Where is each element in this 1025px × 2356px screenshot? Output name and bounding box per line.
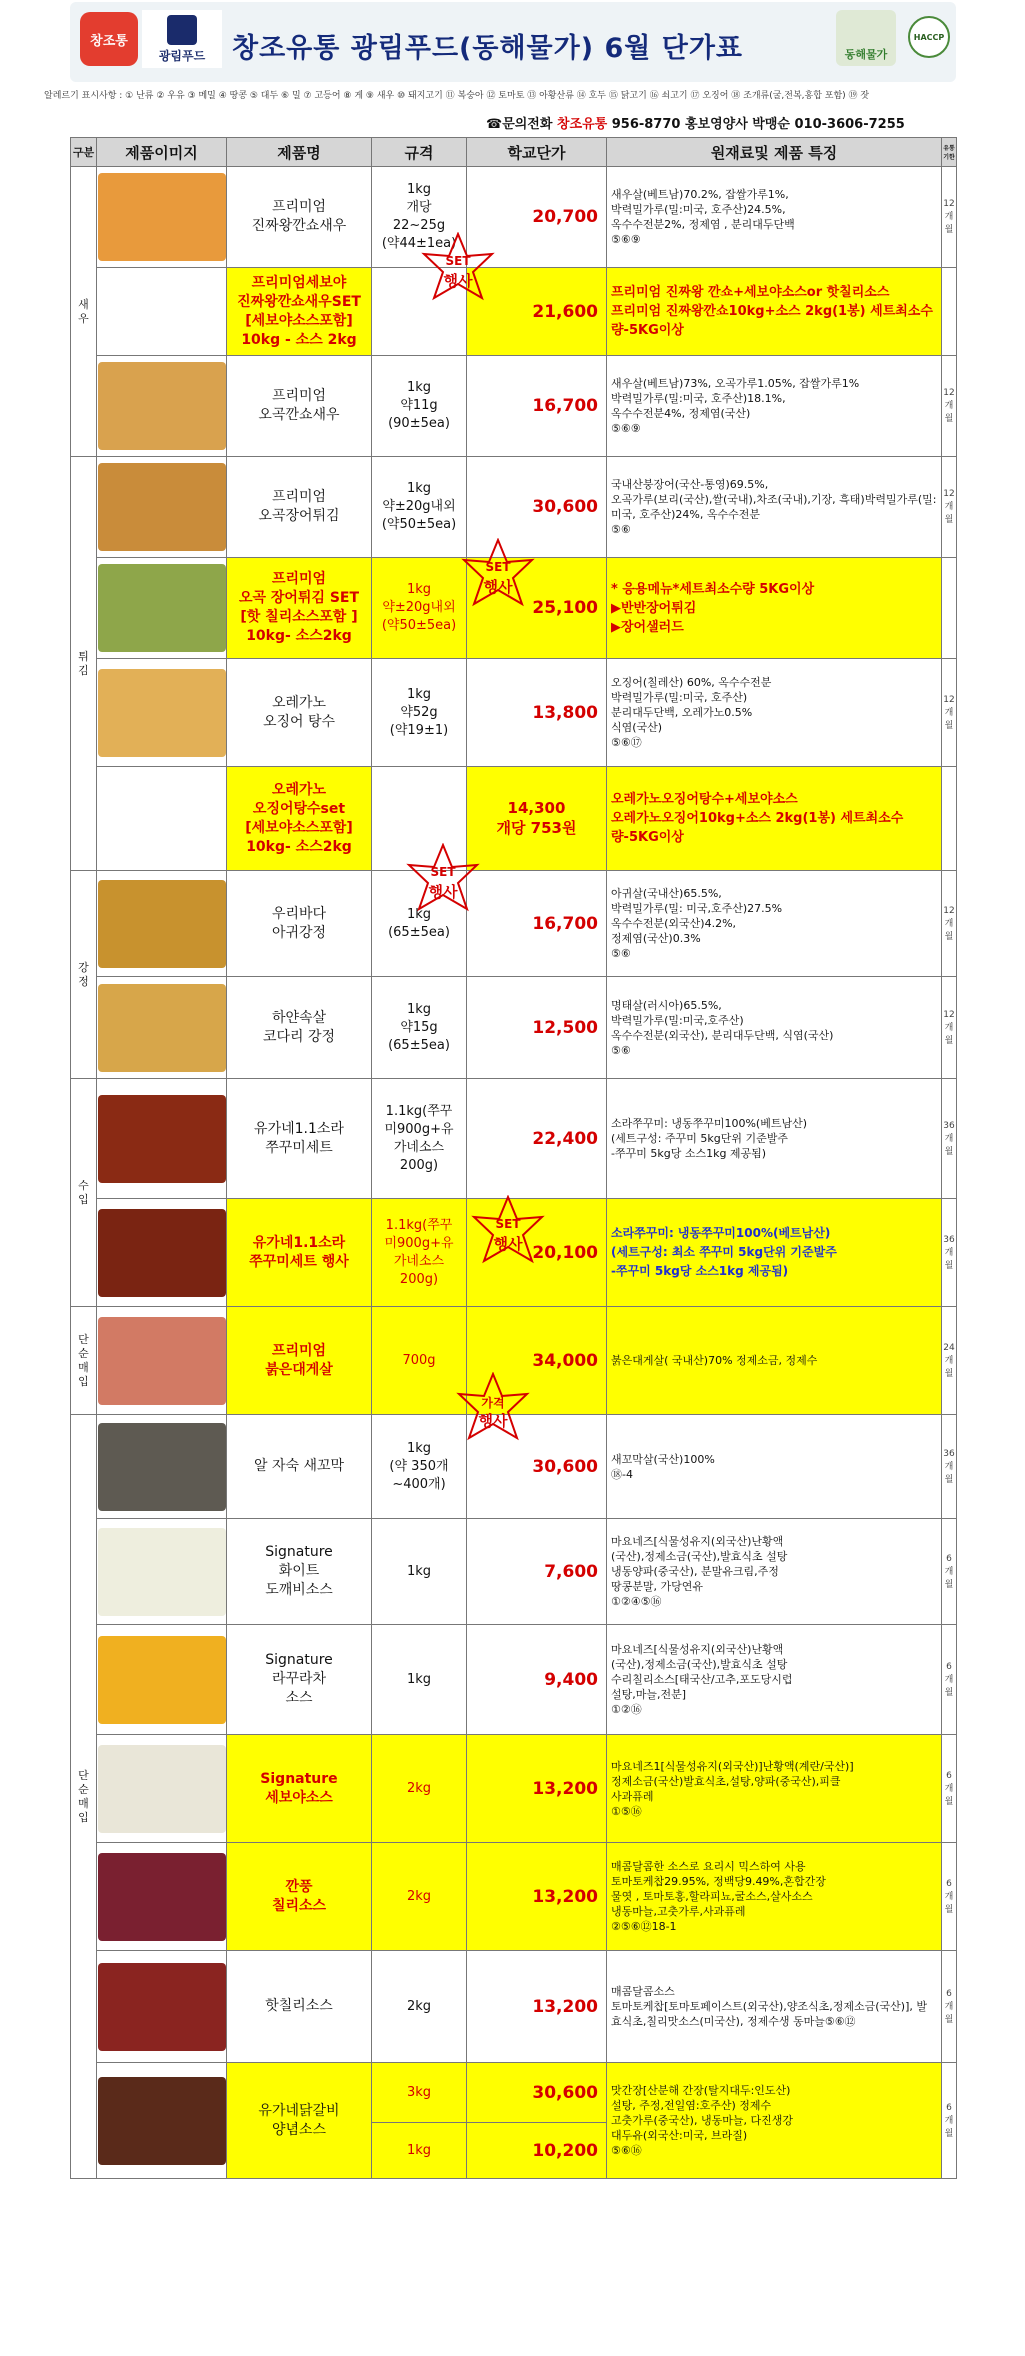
image-cell	[97, 2063, 227, 2179]
product-name: 프리미엄 진짜왕깐쇼새우	[227, 167, 372, 268]
product-desc: 마요네즈[식물성유지(외국산)난황액 (국산),정제소금(국산),발효식초 설탕 냉동양파(중국산), 분말유크림,주정 땅콩분말, 가당연유 ①②④⑤⑯	[607, 1519, 942, 1625]
table-row	[71, 1079, 957, 1199]
school-price: 34,000	[467, 1307, 607, 1415]
product-desc: 오레가노오징어탕수+세보야소스 오레가노오징어10kg+소스 2kg(1봉) 세트최소수량-5KG이상	[607, 767, 942, 871]
product-spec: 700g	[372, 1307, 467, 1415]
expiry-cell: 12개월	[942, 457, 957, 558]
product-image	[98, 1745, 226, 1833]
col-name: 제품명	[227, 138, 372, 167]
product-spec: 2kg	[372, 1951, 467, 2063]
product-name: Signature 화이트 도깨비소스	[227, 1519, 372, 1625]
school-price: 12,500	[467, 977, 607, 1079]
category-cell	[71, 1415, 97, 2179]
product-spec: 1kg 약±20g내외 (약50±5ea)	[372, 457, 467, 558]
product-spec: 1kg 약52g (약19±1)	[372, 659, 467, 767]
contact-numbers: 956-8770 홍보영양사 박맹순 010-3606-7255	[611, 117, 905, 132]
product-name: 깐풍 칠리소스	[227, 1843, 372, 1951]
table-row	[71, 2063, 957, 2123]
image-cell	[97, 767, 227, 871]
product-desc: 맛간장[산분해 간장(탈지대두:인도산) 설탕, 주정,전일염:호주산) 정제수 고춧가루(중국산), 냉동마늘, 다진생강 대두유(외국산:미국, 브라질) ⑤⑥⑯	[607, 2063, 942, 2179]
image-cell	[97, 1519, 227, 1625]
school-price: 20,700	[467, 167, 607, 268]
product-image	[98, 1636, 226, 1724]
school-price: 30,600	[467, 2063, 607, 2123]
product-spec: 1kg	[372, 2123, 467, 2179]
product-desc: * 응용메뉴*세트최소수량 5KG이상 ▶반반장어튀김 ▶장어샐러드	[607, 558, 942, 659]
product-spec: 2kg	[372, 1735, 467, 1843]
product-name: 프리미엄 오곡 장어튀김 SET [핫 칠리소스포함 ] 10kg- 소스2kg	[227, 558, 372, 659]
product-name: 유가네1.1소라 쭈꾸미세트	[227, 1079, 372, 1199]
expiry-cell: 12개월	[942, 659, 957, 767]
product-spec: 1kg	[372, 1519, 467, 1625]
table-row	[71, 356, 957, 457]
product-image	[98, 1963, 226, 2051]
product-spec: 1kg 개당 22~25g (약44±1ea)	[372, 167, 467, 268]
expiry-cell: 12개월	[942, 871, 957, 977]
col-desc: 원재료및 제품 특징	[607, 138, 942, 167]
contact-prefix: ☎문의전화	[486, 117, 553, 132]
table-row	[71, 1735, 957, 1843]
product-desc: 소라쭈꾸미: 냉동쭈꾸미100%(베트남산) (세트구성: 주꾸미 5kg단위 기준발주 -쭈꾸미 5kg당 소스1kg 제공됨)	[607, 1079, 942, 1199]
image-cell	[97, 167, 227, 268]
product-image	[98, 564, 226, 652]
badge-label-top: SET	[445, 254, 471, 268]
expiry-cell	[942, 767, 957, 871]
expiry-cell: 6개월	[942, 1625, 957, 1735]
product-name: 유가네닭갈비 양념소스	[227, 2063, 372, 2179]
product-image	[98, 880, 226, 968]
product-image	[98, 2077, 226, 2165]
expiry-cell: 36개월	[942, 1199, 957, 1307]
badge-label-bottom: 행사	[478, 1412, 508, 1430]
image-cell	[97, 457, 227, 558]
table-row	[71, 1199, 957, 1307]
changjo-logo	[80, 12, 138, 66]
haccp-seal	[908, 16, 950, 58]
col-image: 제품이미지	[97, 138, 227, 167]
product-name: 오레가노 오징어 탕수	[227, 659, 372, 767]
badge-label-top: SET	[495, 1217, 521, 1231]
category-label: 강정	[78, 960, 89, 988]
product-name: 알 자숙 새꼬막	[227, 1415, 372, 1519]
product-image	[98, 669, 226, 757]
product-desc: 오징어(칠레산) 60%, 옥수수전분 박력밀가루(밀:미국, 호주산) 분리대두단백, 오레가노0.5% 식염(국산) ⑤⑥⑰	[607, 659, 942, 767]
product-spec: 3kg	[372, 2063, 467, 2123]
col-expiry: 유통기한	[942, 138, 957, 167]
product-desc: 매콤달콤소스 토마토케찹[토마토페이스트(외국산),양조식초,정제소금(국산)], 발효식초,칠리맛소스(미국산), 정제수생 동마늘⑤⑥⑫	[607, 1951, 942, 2063]
table-row	[71, 1307, 957, 1415]
product-name: Signature 세보야소스	[227, 1735, 372, 1843]
product-spec: 1kg 약±20g내외 (약50±5ea)	[372, 558, 467, 659]
badge-label-top: SET	[430, 865, 456, 879]
product-name: 프리미엄 오곡장어튀김	[227, 457, 372, 558]
table-header-row	[71, 138, 957, 167]
product-desc: 새우살(베트남)70.2%, 잡쌀가루1%, 박력밀가루(밀:미국, 호주산)24.5%, 옥수수전분2%, 정제염 , 분리대두단백 ⑤⑥⑨	[607, 167, 942, 268]
col-category: 구분	[71, 138, 97, 167]
category-label: 단순매입	[78, 1332, 89, 1388]
page-title: 창조유통 광림푸드(동해물가) 6월 단가표	[232, 33, 743, 64]
product-spec: 2kg	[372, 1843, 467, 1951]
table-row	[71, 659, 957, 767]
table-row	[71, 167, 957, 268]
price-table	[70, 137, 957, 2179]
school-price: 16,700	[467, 356, 607, 457]
product-desc: 국내산붕장어(국산-통영)69.5%, 오곡가루(보리(국산),쌀(국내),차조(국내),기장, 흑태)박력밀가루(밀:미국, 호주산)24%, 옥수수전분 ⑤⑥	[607, 457, 942, 558]
col-price: 학교단가	[467, 138, 607, 167]
allergy-legend: 알레르기 표시사항 : ① 난류 ② 우유 ③ 메밀 ④ 땅콩 ⑤ 대두 ⑥ 밀 ⑦ 고등어 ⑧ 게 ⑨ 새우 ⑩ 돼지고기 ⑪ 복숭아 ⑫ 토마토 ⑬ 아황산류 ⑭ 호두 ⑮ 닭고기 ⑯ 쇠고기 ⑰ 오징어 ⑱ 조개류(굴,전복,홍합 포함) ⑲ 잣	[44, 91, 870, 101]
school-price: 22,400	[467, 1079, 607, 1199]
product-image	[98, 1528, 226, 1616]
image-cell	[97, 1951, 227, 2063]
image-cell	[97, 1735, 227, 1843]
school-price: 13,200	[467, 1951, 607, 2063]
changjo-logo-text: 창조통	[90, 33, 128, 49]
product-name: 프리미엄 붉은대게살	[227, 1307, 372, 1415]
product-spec	[372, 767, 467, 871]
page-header	[0, 0, 1025, 88]
school-price: 7,600	[467, 1519, 607, 1625]
category-cell	[71, 871, 97, 1079]
image-cell	[97, 1199, 227, 1307]
table-row	[71, 1951, 957, 2063]
image-cell	[97, 268, 227, 356]
expiry-cell: 12개월	[942, 167, 957, 268]
product-spec: 1.1kg(쭈꾸 미900g+유 가네소스 200g)	[372, 1199, 467, 1307]
category-label: 새우	[78, 297, 89, 325]
product-desc: 새우살(베트남)73%, 오곡가루1.05%, 잡쌀가루1% 박력밀가루(밀:미국, 호주산)18.1%, 옥수수전분4%, 정제염(국산) ⑤⑥⑨	[607, 356, 942, 457]
school-price: 9,400	[467, 1625, 607, 1735]
product-desc: 프리미엄 진짜왕 깐쇼+세보야소스or 핫칠리소스 프리미엄 진짜왕깐쇼10kg+소스 2kg(1봉) 세트최소수량-5KG이상	[607, 268, 942, 356]
category-cell	[71, 1307, 97, 1415]
product-image	[98, 1095, 226, 1183]
badge-label-top: 가격	[481, 1396, 505, 1410]
product-spec: 1kg	[372, 1625, 467, 1735]
expiry-cell	[942, 558, 957, 659]
product-spec: 1.1kg(쭈꾸 미900g+유 가네소스 200g)	[372, 1079, 467, 1199]
badge-label-top: SET	[485, 560, 511, 574]
school-price: 13,200	[467, 1843, 607, 1951]
school-price: 30,600	[467, 457, 607, 558]
kwanglim-logo-text: 광림푸드	[158, 48, 206, 63]
school-price: 25,100	[467, 558, 607, 659]
expiry-cell: 36개월	[942, 1079, 957, 1199]
expiry-cell: 6개월	[942, 1519, 957, 1625]
product-image	[98, 1423, 226, 1511]
badge-label-bottom: 행사	[428, 883, 458, 901]
expiry-cell	[942, 268, 957, 356]
product-desc: 소라쭈꾸미: 냉동쭈꾸미100%(베트남산) (세트구성: 최소 쭈꾸미 5kg단위 기준발주 -쭈꾸미 5kg당 소스1kg 제공됨)	[607, 1199, 942, 1307]
image-cell	[97, 558, 227, 659]
image-cell	[97, 356, 227, 457]
product-name: 유가네1.1소라 쭈꾸미세트 행사	[227, 1199, 372, 1307]
product-spec: 1kg (약 350개 ~400개)	[372, 1415, 467, 1519]
product-image	[98, 362, 226, 450]
image-cell	[97, 1079, 227, 1199]
image-cell	[97, 1415, 227, 1519]
school-price: 21,600	[467, 268, 607, 356]
product-desc: 마요네즈1[식물성유지(외국산)]난황액(계란/국산)] 정제소금(국산)발효식초,설탕,양파(중국산),피클 사과퓨레 ①⑤⑯	[607, 1735, 942, 1843]
product-image	[98, 1853, 226, 1941]
table-row	[71, 1843, 957, 1951]
product-image	[98, 463, 226, 551]
category-cell	[71, 457, 97, 871]
col-spec: 규격	[372, 138, 467, 167]
product-image	[98, 1209, 226, 1297]
product-desc: 새꼬막살(국산)100% ⑱-4	[607, 1415, 942, 1519]
school-price: 14,300 개당 753원	[467, 767, 607, 871]
donghae-logo	[836, 10, 896, 66]
product-name: 우리바다 아귀강정	[227, 871, 372, 977]
school-price: 30,600	[467, 1415, 607, 1519]
badge-label-bottom: 행사	[443, 272, 473, 290]
table-row	[71, 1415, 957, 1519]
category-cell	[71, 1079, 97, 1307]
expiry-cell: 12개월	[942, 977, 957, 1079]
expiry-cell: 6개월	[942, 1843, 957, 1951]
image-cell	[97, 977, 227, 1079]
product-spec: 1kg 약15g (65±5ea)	[372, 977, 467, 1079]
school-price: 16,700	[467, 871, 607, 977]
image-cell	[97, 871, 227, 977]
expiry-cell: 6개월	[942, 1951, 957, 2063]
category-cell	[71, 167, 97, 457]
expiry-cell: 6개월	[942, 2063, 957, 2179]
product-name: 하얀속살 코다리 강정	[227, 977, 372, 1079]
image-cell	[97, 1307, 227, 1415]
school-price: 13,200	[467, 1735, 607, 1843]
kwanglim-logo	[142, 10, 222, 68]
product-desc: 붉은대게살( 국내산)70% 정제소금, 정제수	[607, 1307, 942, 1415]
donghae-logo-text: 동해물가	[844, 48, 888, 61]
expiry-cell: 12개월	[942, 356, 957, 457]
product-image	[98, 1317, 226, 1405]
table-row	[71, 1519, 957, 1625]
expiry-cell: 24개월	[942, 1307, 957, 1415]
category-label: 튀김	[78, 649, 89, 677]
product-spec: 1kg 약11g (90±5ea)	[372, 356, 467, 457]
badge-label-bottom: 행사	[493, 1235, 523, 1253]
table-row	[71, 871, 957, 977]
product-name: 핫칠리소스	[227, 1951, 372, 2063]
product-desc: 매콤달콤한 소스로 요리시 믹스하여 사용 토마토케찹29.95%, 정백당9.49%,혼합간장 물엿 , 토마토홍,할라피뇨,굴소스,살사소스 냉동마늘,고춧가루,사과퓨레 ②⑤⑥⑫18-1	[607, 1843, 942, 1951]
contact-name: 창조유통	[556, 117, 608, 132]
table-row	[71, 767, 957, 871]
table-row	[71, 977, 957, 1079]
expiry-cell: 6개월	[942, 1735, 957, 1843]
product-spec: 1kg (65±5ea)	[372, 871, 467, 977]
product-image	[98, 173, 226, 261]
product-desc: 아귀살(국내산)65.5%, 박력밀가루(밀: 미국,호주산)27.5% 옥수수전분(외국산)4.2%, 정제염(국산)0.3% ⑤⑥	[607, 871, 942, 977]
category-label: 수입	[78, 1178, 89, 1206]
product-image	[98, 984, 226, 1072]
image-cell	[97, 659, 227, 767]
category-label: 단순매입	[78, 1768, 89, 1824]
school-price: 20,100	[467, 1199, 607, 1307]
school-price: 13,800	[467, 659, 607, 767]
contact-line	[486, 113, 905, 132]
school-price: 10,200	[467, 2123, 607, 2179]
product-name: Signature 라꾸라차 소스	[227, 1625, 372, 1735]
haccp-seal-text: HACCP	[913, 32, 945, 42]
product-name: 프리미엄세보야 진짜왕깐쇼새우SET [세보야소스포함] 10kg - 소스 2kg	[227, 268, 372, 356]
expiry-cell: 36개월	[942, 1415, 957, 1519]
product-desc: 명태살(러시아)65.5%, 박력밀가루(밀:미국,호주산) 옥수수전분(외국산), 분리대두단백, 식염(국산) ⑤⑥	[607, 977, 942, 1079]
badge-label-bottom: 행사	[483, 578, 513, 596]
product-desc: 마요네즈[식물성유지(외국산)난황액 (국산),정제소금(국산),발효식초 설탕 수리칠리소스[태국산/고추,포도당시럽 설탕,마늘,전분] ①②⑯	[607, 1625, 942, 1735]
product-spec	[372, 268, 467, 356]
product-name: 오레가노 오징어탕수set [세보야소스포함] 10kg- 소스2kg	[227, 767, 372, 871]
image-cell	[97, 1843, 227, 1951]
table-row	[71, 558, 957, 659]
product-name: 프리미엄 오곡깐쇼새우	[227, 356, 372, 457]
kwanglim-mark-icon	[167, 15, 197, 45]
image-cell	[97, 1625, 227, 1735]
table-row	[71, 1625, 957, 1735]
table-row	[71, 457, 957, 558]
table-row	[71, 268, 957, 356]
